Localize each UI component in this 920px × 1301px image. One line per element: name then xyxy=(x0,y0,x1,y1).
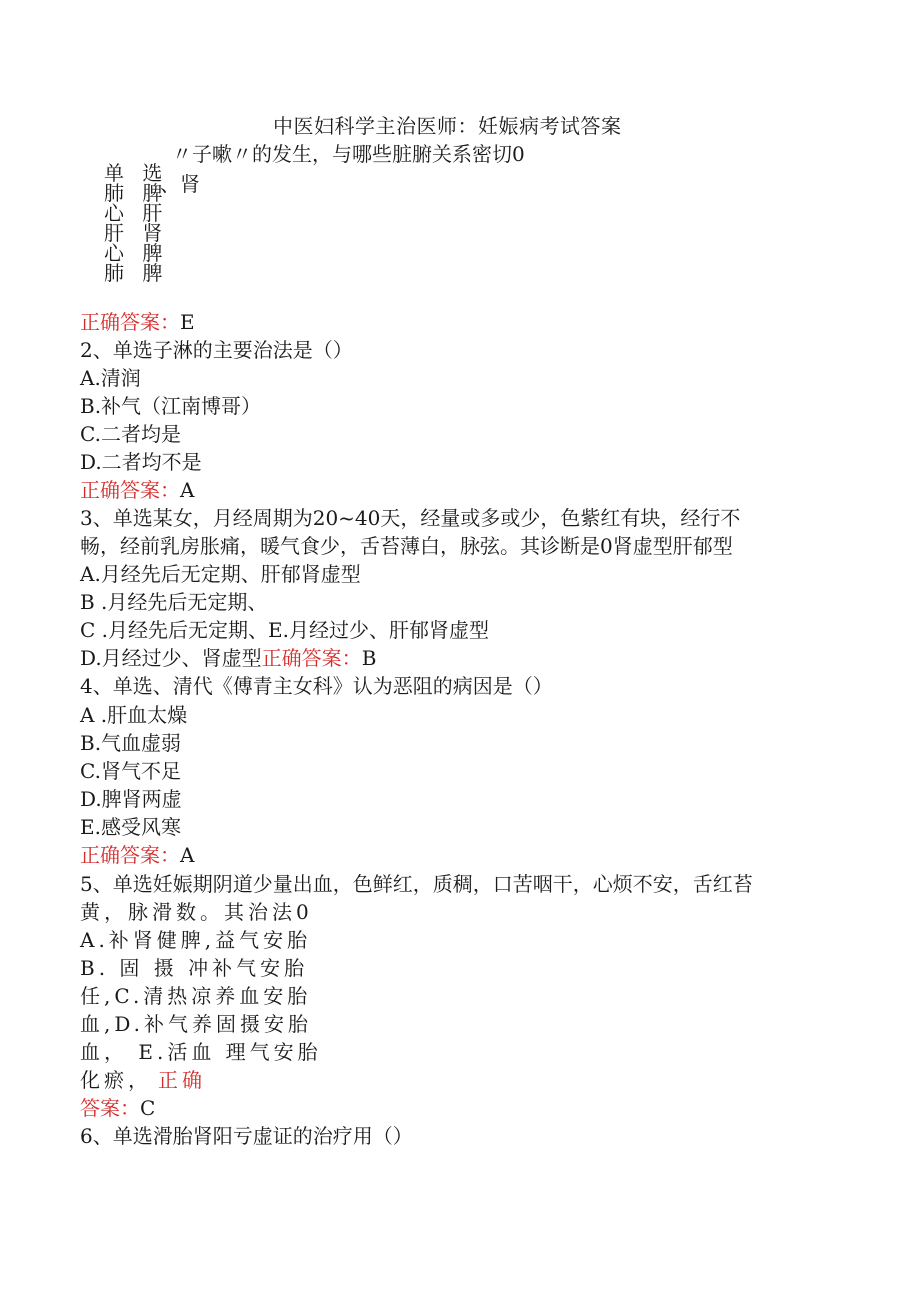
q5-line: 任,C.清热凉养血安胎 xyxy=(80,984,312,1008)
answer-value: A xyxy=(180,843,195,867)
q1-option: 肺 脾 xyxy=(104,181,169,205)
q5-last-line xyxy=(80,1067,206,1093)
q4-answer xyxy=(80,842,194,868)
q5-answer xyxy=(80,1095,155,1121)
q4-option-e: E.感受风寒 xyxy=(80,815,181,839)
q3-option-b: B .月经先后无定期、 xyxy=(80,590,268,614)
q5-line: B. 固 摄 冲补气安胎 xyxy=(80,956,309,980)
q4-option-a: A .肝血太燥 xyxy=(80,703,188,727)
q3-option-d-with-answer xyxy=(80,645,376,671)
answer-value: C xyxy=(140,1096,156,1120)
q2-option-b: B.补气（江南博哥） xyxy=(80,394,262,418)
q5-stem-line2: 黄，脉滑数。其治法0 xyxy=(80,900,313,924)
answer-label: 正确答案： xyxy=(80,843,180,867)
q3-stem-line2: 畅，经前乳房胀痛，暖气食少，舌苔薄白，脉弦。其诊断是0肾虚型肝郁型 xyxy=(80,534,733,558)
q1-option: 肺 脾 xyxy=(104,261,169,285)
answer-label: 正确 xyxy=(158,1068,206,1092)
q5-last-text: 化瘀， xyxy=(80,1068,152,1092)
q1-option-overflow: 、肾 xyxy=(160,172,200,196)
q2-answer xyxy=(80,477,194,503)
q4-stem: 4、单选、清代《傅青主女科》认为恶阻的病因是（） xyxy=(80,674,553,698)
page-title: 中医妇科学主治医师：妊娠病考试答案 xyxy=(273,114,622,138)
q1-option: 心 肝 xyxy=(104,201,169,225)
q2-option-a: A.清润 xyxy=(80,366,141,390)
q3-option-d: D.月经过少、肾虚型 xyxy=(80,646,262,670)
q4-option-d: D.脾肾两虚 xyxy=(80,787,182,811)
q3-option-a: A.月经先后无定期、肝郁肾虚型 xyxy=(80,562,361,586)
answer-label: 正确答案： xyxy=(261,646,362,670)
q4-option-b: B.气血虚弱 xyxy=(80,731,182,755)
q5-line: 血， E.活血 理气安胎 xyxy=(80,1040,322,1064)
answer-label: 正确答案： xyxy=(80,310,180,334)
q1-option: 肝 肾 xyxy=(104,221,169,245)
q2-stem: 2、单选子淋的主要治法是（） xyxy=(80,338,353,362)
q1-option: 心 脾 xyxy=(104,241,169,265)
q6-stem: 6、单选滑胎肾阳亏虚证的治疗用（） xyxy=(80,1124,413,1148)
q4-option-c: C.肾气不足 xyxy=(80,759,181,783)
q5-line: 血,D.补气养固摄安胎 xyxy=(80,1012,313,1036)
q5-line: A.补肾健脾,益气安胎 xyxy=(80,928,312,952)
q2-option-c: C.二者均是 xyxy=(80,422,181,446)
q1-question: 〃子嗽〃的发生，与哪些脏腑关系密切0 xyxy=(172,142,525,166)
answer-label: 正确答案： xyxy=(80,478,180,502)
answer-value: A xyxy=(180,478,195,502)
q1-answer xyxy=(80,309,195,335)
answer-value: E xyxy=(180,310,195,334)
q5-stem-line1: 5、单选妊娠期阴道少量出血，色鲜红，质稠，口苦咽干，心烦不安，舌红苔 xyxy=(80,872,753,896)
q3-option-c: C .月经先后无定期、E.月经过少、肝郁肾虚型 xyxy=(80,618,489,642)
q2-option-d: D.二者均不是 xyxy=(80,450,202,474)
q1-kind: 单 选 xyxy=(104,161,169,185)
q3-stem-line1: 3、单选某女，月经周期为20~40天，经量或多或少，色紫红有块，经行不 xyxy=(80,506,741,530)
answer-label: 答案： xyxy=(80,1096,140,1120)
answer-value: B xyxy=(361,646,377,670)
